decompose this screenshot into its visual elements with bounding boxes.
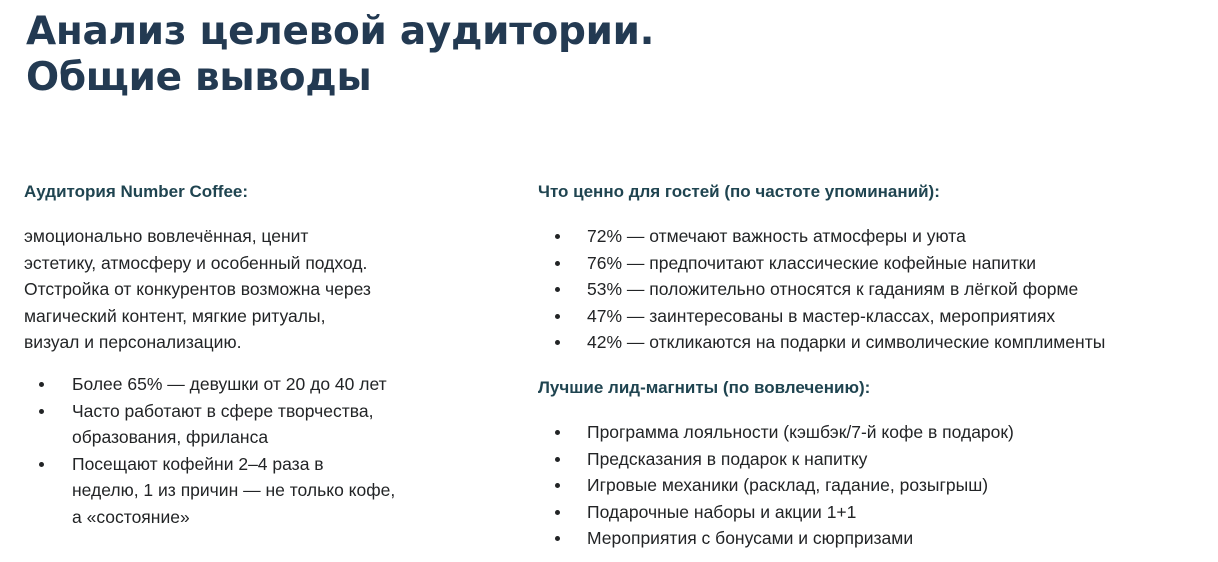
audience-fact-line: Часто работают в сфере творчества, <box>72 400 374 421</box>
page-title-line-1: Анализ целевой аудитории. <box>26 9 655 54</box>
audience-fact-line: Более 65% — девушки от 20 до 40 лет <box>72 374 387 394</box>
bullet-icon <box>555 287 560 292</box>
lead-magnet-text: Мероприятия с бонусами и сюрпризами <box>587 528 914 548</box>
page-title-line-2: Общие выводы <box>26 55 372 100</box>
audience-fact-item <box>24 451 395 531</box>
bullet-icon <box>39 382 44 387</box>
lead-magnet-text: Программа лояльности (кэшбэк/7-й кофе в подарок) <box>587 422 1014 442</box>
lead-magnet-item <box>537 525 1014 552</box>
guest-value-text: 42% — откликаются на подарки и символические комплименты <box>587 332 1106 352</box>
guest-value-text: 76% — предпочитают классические кофейные напитки <box>587 252 1037 273</box>
audience-description-line: магический контент, мягкие ритуалы, <box>24 305 326 326</box>
lead-magnets-list <box>537 419 1014 552</box>
bullet-icon <box>555 483 560 488</box>
audience-fact-item <box>24 371 395 398</box>
bullet-icon <box>555 430 560 435</box>
guest-value-text: 53% — положительно относятся к гаданиям в лёгкой форме <box>587 279 1079 299</box>
bullet-icon <box>39 462 44 467</box>
guest-values-heading: Что ценно для гостей (по частоте упоминаний): <box>538 182 940 201</box>
lead-magnets-heading: Лучшие лид-магниты (по вовлечению): <box>538 378 871 397</box>
audience-fact-line: а «состояние» <box>72 506 190 527</box>
bullet-icon <box>555 536 560 541</box>
bullet-icon <box>555 340 560 345</box>
audience-fact-line: неделю, 1 из причин — не только кофе, <box>72 480 396 500</box>
bullet-icon <box>39 409 44 414</box>
bullet-icon <box>555 457 560 462</box>
audience-facts-list <box>24 371 395 530</box>
audience-heading: Аудитория Number Coffee: <box>24 182 249 201</box>
bullet-icon <box>555 234 560 239</box>
guest-value-item <box>537 276 1105 303</box>
lead-magnet-item <box>537 472 1014 499</box>
lead-magnet-item <box>537 419 1014 446</box>
audience-fact-line: образования, фриланса <box>72 427 269 447</box>
lead-magnet-item <box>537 499 1014 526</box>
guest-value-item <box>537 329 1105 356</box>
audience-description-line: визуал и персонализацию. <box>24 332 242 352</box>
lead-magnet-text: Игровые механики (расклад, гадание, розыгрыш) <box>587 475 989 495</box>
bullet-icon <box>555 261 560 266</box>
bullet-icon <box>555 510 560 515</box>
lead-magnet-text: Предсказания в подарок к напитку <box>587 448 868 469</box>
guest-value-item <box>537 250 1105 277</box>
guest-value-item <box>537 303 1105 330</box>
guest-values-list <box>537 223 1105 356</box>
audience-fact-line: Посещают кофейни 2–4 раза в <box>72 453 324 474</box>
audience-description-line: Отстройка от конкурентов возможна через <box>24 279 371 299</box>
lead-magnet-text: Подарочные наборы и акции 1+1 <box>587 501 857 522</box>
audience-fact-item <box>24 398 395 451</box>
guest-value-text: 47% — заинтересованы в мастер-классах, мероприятиях <box>587 305 1056 326</box>
audience-description-line: эстетику, атмосферу и особенный подход. <box>24 252 368 273</box>
guest-value-text: 72% — отмечают важность атмосферы и уюта <box>587 226 966 246</box>
bullet-icon <box>555 314 560 319</box>
audience-description <box>24 223 371 356</box>
lead-magnet-item <box>537 446 1014 473</box>
page-title <box>26 9 654 101</box>
audience-description-line: эмоционально вовлечённая, ценит <box>24 226 309 246</box>
guest-value-item <box>537 223 1105 250</box>
